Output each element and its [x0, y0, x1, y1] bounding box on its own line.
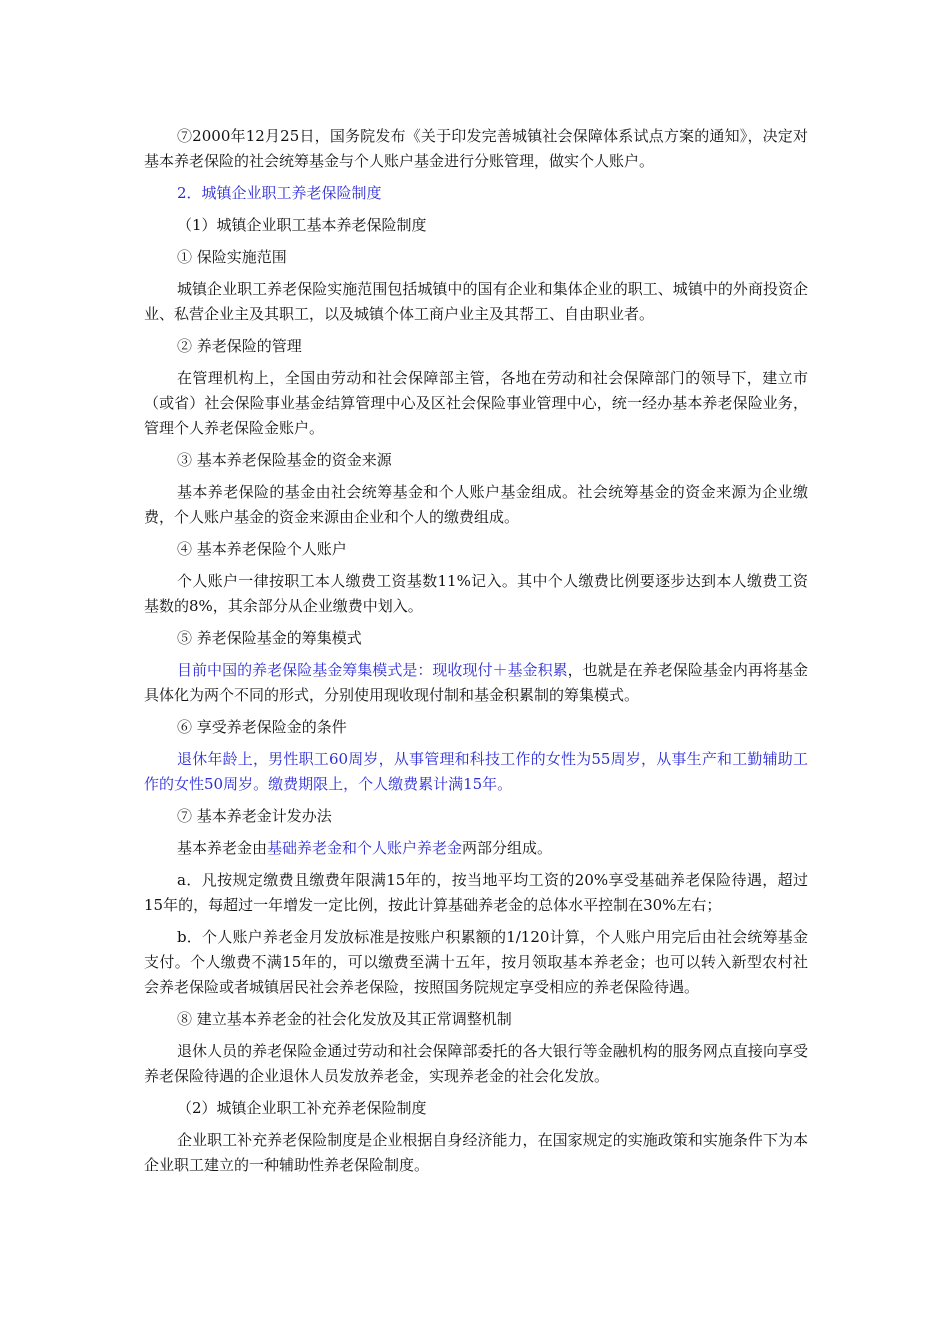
paragraph-coverage: 城镇企业职工养老保险实施范围包括城镇中的国有企业和集体企业的职工、城镇中的外商投资企业、私营企业主及其职工，以及城镇个体工商户业主及其帮工、自由职业者。 [144, 280, 808, 323]
paragraph-payout-method [144, 836, 808, 861]
heading-basic-pension-system: （1）城镇企业职工基本养老保险制度 [177, 216, 427, 234]
paragraph-socialized-payment: 退休人员的养老保险金通过劳动和社会保障部委托的各大银行等金融机构的服务网点直接向享受养老保险待遇的企业退休人员发放养老金，实现养老金的社会化发放。 [144, 1042, 808, 1085]
text-fund-raising-detail: ，也就是在养老保险基金内再将基金具体化为两个不同的形式，分别使用现收现付制和基金积累制的筹集模式。 [144, 661, 808, 704]
paragraph-notice-2000: ⑦2000年12月25日，国务院发布《关于印发完善城镇社会保障体系试点方案的通知》，决定对基本养老保险的社会统筹基金与个人账户基金进行分账管理，做实个人账户。 [144, 127, 808, 170]
paragraph-eligibility: 退休年龄上，男性职工60周岁，从事管理和科技工作的女性为55周岁，从事生产和工勤辅助工作的女性50周岁。缴费期限上，个人缴费累计满15年。 [144, 750, 808, 793]
heading-management: ② 养老保险的管理 [177, 337, 302, 355]
heading-coverage: ① 保险实施范围 [177, 248, 287, 266]
highlight-fund-raising-mode: 目前中国的养老保险基金筹集模式是：现收现付＋基金积累 [177, 661, 568, 679]
paragraph-item-a: a．凡按规定缴费且缴费年限满15年的，按当地平均工资的20%享受基础养老保险待遇，超过15年的，每超过一年增发一定比例，按此计算基础养老金的总体水平控制在30%左右； [144, 871, 808, 914]
heading-personal-account: ④ 基本养老保险个人账户 [177, 540, 347, 558]
heading-supplementary-pension: （2）城镇企业职工补充养老保险制度 [177, 1099, 427, 1117]
heading-fund-raising-mode: ⑤ 养老保险基金的筹集模式 [177, 629, 362, 647]
paragraph-management: 在管理机构上，全国由劳动和社会保障部主管，各地在劳动和社会保障部门的领导下，建立市（或省）社会保险事业基金结算管理中心及区社会保险事业管理中心，统一经办基本养老保险业务，管理个人养老保险金账户。 [144, 369, 808, 437]
heading-eligibility: ⑥ 享受养老保险金的条件 [177, 718, 347, 736]
document-body [144, 124, 808, 1178]
paragraph-fund-raising-mode [144, 658, 808, 708]
paragraph-item-b: b．个人账户养老金月发放标准是按账户积累额的1/120计算，个人账户用完后由社会统筹基金支付。个人缴费不满15年的，可以缴费至满十五年，按月领取基本养老金；也可以转入新型农村社会养老保险或者城镇居民社会养老保险，按照国务院规定享受相应的养老保险待遇。 [144, 928, 808, 996]
paragraph-personal-account: 个人账户一律按职工本人缴费工资基数11%记入。其中个人缴费比例要逐步达到本人缴费工资基数的8%，其余部分从企业缴费中划入。 [144, 572, 808, 615]
paragraph-supplementary-pension: 企业职工补充养老保险制度是企业根据自身经济能力，在国家规定的实施政策和实施条件下为本企业职工建立的一种辅助性养老保险制度。 [144, 1131, 808, 1174]
heading-urban-pension-system: 2．城镇企业职工养老保险制度 [177, 184, 382, 202]
heading-payout-method: ⑦ 基本养老金计发办法 [177, 807, 332, 825]
paragraph-fund-source: 基本养老保险的基金由社会统筹基金和个人账户基金组成。社会统筹基金的资金来源为企业缴费，个人账户基金的资金来源由企业和个人的缴费组成。 [144, 483, 808, 526]
heading-fund-source: ③ 基本养老保险基金的资金来源 [177, 451, 392, 469]
text-payout-intro: 基本养老金由 [177, 839, 268, 857]
text-payout-outro: 两部分组成。 [462, 839, 553, 857]
highlight-payout-components: 基础养老金和个人账户养老金 [267, 839, 463, 857]
heading-socialized-payment: ⑧ 建立基本养老金的社会化发放及其正常调整机制 [177, 1010, 512, 1028]
